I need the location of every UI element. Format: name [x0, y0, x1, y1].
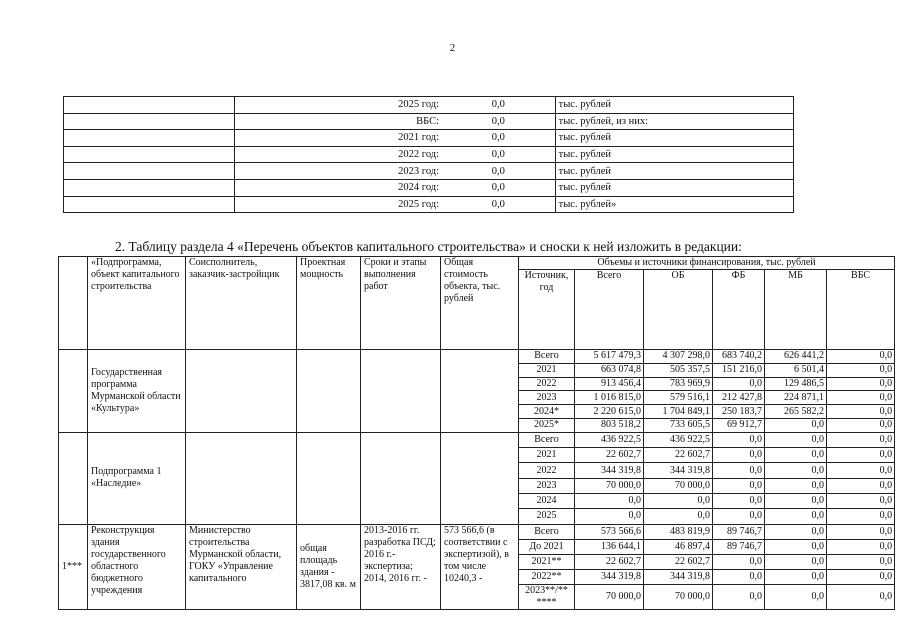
source-year-cell: 2022: [519, 463, 575, 478]
amount-cell: 0,0: [827, 377, 895, 391]
amount-cell: 0,0: [713, 554, 765, 569]
source-year-cell: До 2021: [519, 539, 575, 554]
row-label: 2021 год:: [234, 130, 442, 147]
source-year-cell: 2025*: [519, 418, 575, 432]
amount-cell: 0,0: [713, 478, 765, 493]
amount-cell: 683 740,2: [713, 350, 765, 364]
amount-cell: 344 319,8: [644, 463, 713, 478]
empty-cell: [64, 97, 235, 114]
object-coexec: [186, 350, 297, 433]
amount-cell: 0,0: [827, 524, 895, 539]
amount-cell: 224 871,1: [765, 391, 827, 405]
funding-summary-table: [63, 96, 794, 213]
source-year-cell: Всего: [519, 350, 575, 364]
object-number: [59, 432, 88, 524]
amount-cell: 22 602,7: [575, 554, 644, 569]
amount-cell: 0,0: [827, 448, 895, 463]
object-coexec: [186, 432, 297, 524]
amount-cell: 70 000,0: [644, 584, 713, 609]
amount-cell: 22 602,7: [644, 554, 713, 569]
amount-cell: 663 074,8: [575, 363, 644, 377]
row-label: 2025 год:: [234, 97, 442, 114]
amount-cell: 151 216,0: [713, 363, 765, 377]
amount-cell: 0,0: [575, 493, 644, 508]
object-name: Реконструкция здания государственного областного бюджетного учреждения: [88, 524, 186, 609]
source-year-cell: Всего: [519, 432, 575, 447]
amount-cell: 436 922,5: [644, 432, 713, 447]
row-value: 0,0: [442, 146, 555, 163]
amount-cell: 46 897,4: [644, 539, 713, 554]
amount-cell: 0,0: [765, 493, 827, 508]
object-capacity: [297, 350, 361, 433]
object-name: Государственная программа Мурманской области «Культура»: [88, 350, 186, 433]
amount-cell: 0,0: [765, 584, 827, 609]
row-label: 2025 год:: [234, 196, 442, 213]
amount-cell: 89 746,7: [713, 539, 765, 554]
funding-row: [64, 97, 794, 114]
amount-cell: 733 605,5: [644, 418, 713, 432]
empty-cell: [64, 130, 235, 147]
row-unit: тыс. рублей: [555, 163, 793, 180]
amount-cell: 0,0: [827, 391, 895, 405]
empty-cell: [64, 179, 235, 196]
amount-cell: 0,0: [713, 493, 765, 508]
row-value: 0,0: [442, 130, 555, 147]
amount-cell: 0,0: [644, 509, 713, 524]
amount-cell: 913 456,4: [575, 377, 644, 391]
amount-cell: 0,0: [827, 463, 895, 478]
amount-cell: 0,0: [765, 478, 827, 493]
amount-cell: 6 501,4: [765, 363, 827, 377]
header-financing: Объемы и источники финансирования, тыс. рублей: [519, 257, 895, 270]
source-year-cell: 2024: [519, 493, 575, 508]
row-label: 2022 год:: [234, 146, 442, 163]
row-unit: тыс. рублей: [555, 97, 793, 114]
row-unit: тыс. рублей, из них:: [555, 113, 793, 130]
amount-cell: 0,0: [765, 509, 827, 524]
amount-cell: 89 746,7: [713, 524, 765, 539]
header-mb: МБ: [765, 270, 827, 350]
amount-cell: 0,0: [765, 569, 827, 584]
amount-cell: 1 704 849,1: [644, 405, 713, 419]
amount-cell: 129 486,5: [765, 377, 827, 391]
amount-cell: 265 582,2: [765, 405, 827, 419]
row-value: 0,0: [442, 97, 555, 114]
row-value: 0,0: [442, 196, 555, 213]
amount-cell: 803 518,2: [575, 418, 644, 432]
object-total-cost: [441, 432, 519, 524]
empty-cell: [64, 146, 235, 163]
amount-cell: 0,0: [827, 509, 895, 524]
amount-cell: 2 220 615,0: [575, 405, 644, 419]
amount-cell: 0,0: [827, 554, 895, 569]
amount-cell: 0,0: [827, 478, 895, 493]
row-label: ВБС:: [234, 113, 442, 130]
amount-cell: 0,0: [765, 448, 827, 463]
amount-cell: 0,0: [765, 539, 827, 554]
amount-cell: 344 319,8: [575, 463, 644, 478]
amount-cell: 0,0: [713, 463, 765, 478]
amount-cell: 0,0: [765, 463, 827, 478]
section-heading: 2. Таблицу раздела 4 «Перечень объектов капитального строительства» и сноски к ней изложить в редакции:: [115, 239, 742, 254]
amount-cell: 0,0: [827, 539, 895, 554]
empty-cell: [64, 196, 235, 213]
amount-cell: 0,0: [827, 418, 895, 432]
amount-cell: 0,0: [713, 569, 765, 584]
header-row-1: [59, 257, 895, 270]
empty-cell: [64, 113, 235, 130]
header-num-cell: [59, 257, 88, 350]
amount-cell: 344 319,8: [644, 569, 713, 584]
source-year-cell: 2025: [519, 509, 575, 524]
amount-cell: 0,0: [827, 363, 895, 377]
object-terms: [361, 432, 441, 524]
header-terms: Сроки и этапы выполнения работ: [361, 257, 441, 350]
amount-cell: 4 307 298,0: [644, 350, 713, 364]
amount-cell: 0,0: [713, 509, 765, 524]
amount-cell: 626 441,2: [765, 350, 827, 364]
header-total-cost: Общая стоимость объекта, тыс. рублей: [441, 257, 519, 350]
header-capacity: Проектная мощность: [297, 257, 361, 350]
row-value: 0,0: [442, 163, 555, 180]
amount-cell: 579 516,1: [644, 391, 713, 405]
funding-row: [64, 196, 794, 213]
object-coexec: Министерство строительства Мурманской области, ГОКУ «Управление капитального: [186, 524, 297, 609]
object-number: 1***: [59, 524, 88, 609]
row-unit: тыс. рублей: [555, 146, 793, 163]
amount-cell: 573 566,6: [575, 524, 644, 539]
amount-cell: 0,0: [827, 569, 895, 584]
amount-cell: 250 183,7: [713, 405, 765, 419]
header-total: Всего: [575, 270, 644, 350]
row-unit: тыс. рублей»: [555, 196, 793, 213]
funding-row: [64, 113, 794, 130]
amount-cell: 1 016 815,0: [575, 391, 644, 405]
header-coexec: Соисполнитель, заказчик-застройщик: [186, 257, 297, 350]
amount-cell: 344 319,8: [575, 569, 644, 584]
amount-cell: 0,0: [713, 432, 765, 447]
header-object: «Подпрограмма, объект капитального строительства: [88, 257, 186, 350]
financing-row: [59, 524, 895, 539]
funding-row: [64, 146, 794, 163]
amount-cell: 0,0: [827, 405, 895, 419]
source-year-cell: 2022**: [519, 569, 575, 584]
row-value: 0,0: [442, 113, 555, 130]
source-year-cell: Всего: [519, 524, 575, 539]
amount-cell: 505 357,5: [644, 363, 713, 377]
amount-cell: 436 922,5: [575, 432, 644, 447]
source-year-cell: 2024*: [519, 405, 575, 419]
amount-cell: 0,0: [827, 584, 895, 609]
amount-cell: 0,0: [644, 493, 713, 508]
amount-cell: 0,0: [827, 493, 895, 508]
amount-cell: 69 912,7: [713, 418, 765, 432]
amount-cell: 5 617 479,3: [575, 350, 644, 364]
row-label: 2023 год:: [234, 163, 442, 180]
source-year-cell: 2023: [519, 478, 575, 493]
page-number: 2: [449, 42, 456, 54]
funding-row: [64, 163, 794, 180]
amount-cell: 70 000,0: [644, 478, 713, 493]
amount-cell: 0,0: [575, 509, 644, 524]
amount-cell: 783 969,9: [644, 377, 713, 391]
amount-cell: 22 602,7: [644, 448, 713, 463]
amount-cell: 70 000,0: [575, 478, 644, 493]
header-fb: ФБ: [713, 270, 765, 350]
empty-cell: [64, 163, 235, 180]
amount-cell: 70 000,0: [575, 584, 644, 609]
source-year-cell: 2023**/** ****: [519, 584, 575, 609]
row-unit: тыс. рублей: [555, 130, 793, 147]
amount-cell: 0,0: [827, 432, 895, 447]
header-vbs: ВБС: [827, 270, 895, 350]
header-ob: ОБ: [644, 270, 713, 350]
funding-row: [64, 179, 794, 196]
source-year-cell: 2022: [519, 377, 575, 391]
object-terms: 2013-2016 гг. разработка ПСД; 2016 г.- экспертиза; 2014, 2016 гг. -: [361, 524, 441, 609]
object-number: [59, 350, 88, 433]
source-year-cell: 2021: [519, 448, 575, 463]
financing-row: [59, 432, 895, 447]
object-capacity: [297, 432, 361, 524]
source-year-cell: 2023: [519, 391, 575, 405]
amount-cell: 212 427,8: [713, 391, 765, 405]
source-year-cell: 2021**: [519, 554, 575, 569]
amount-cell: 0,0: [827, 350, 895, 364]
amount-cell: 0,0: [765, 418, 827, 432]
amount-cell: 0,0: [713, 448, 765, 463]
amount-cell: 22 602,7: [575, 448, 644, 463]
financing-row: [59, 350, 895, 364]
row-value: 0,0: [442, 179, 555, 196]
amount-cell: 0,0: [713, 377, 765, 391]
amount-cell: 0,0: [765, 554, 827, 569]
funding-row: [64, 130, 794, 147]
header-source-year: Источник, год: [519, 270, 575, 350]
object-name: Подпрограмма 1 «Наследие»: [88, 432, 186, 524]
object-terms: [361, 350, 441, 433]
source-year-cell: 2021: [519, 363, 575, 377]
amount-cell: 483 819,9: [644, 524, 713, 539]
object-total-cost: 573 566,6 (в соответствии с экспертизой), в том числе 10240,3 -: [441, 524, 519, 609]
object-capacity: общая площадь здания - 3817,08 кв. м: [297, 524, 361, 609]
row-unit: тыс. рублей: [555, 179, 793, 196]
amount-cell: 0,0: [765, 524, 827, 539]
amount-cell: 0,0: [765, 432, 827, 447]
row-label: 2024 год:: [234, 179, 442, 196]
amount-cell: 0,0: [713, 584, 765, 609]
object-total-cost: [441, 350, 519, 433]
capital-objects-table: [58, 256, 895, 610]
amount-cell: 136 644,1: [575, 539, 644, 554]
